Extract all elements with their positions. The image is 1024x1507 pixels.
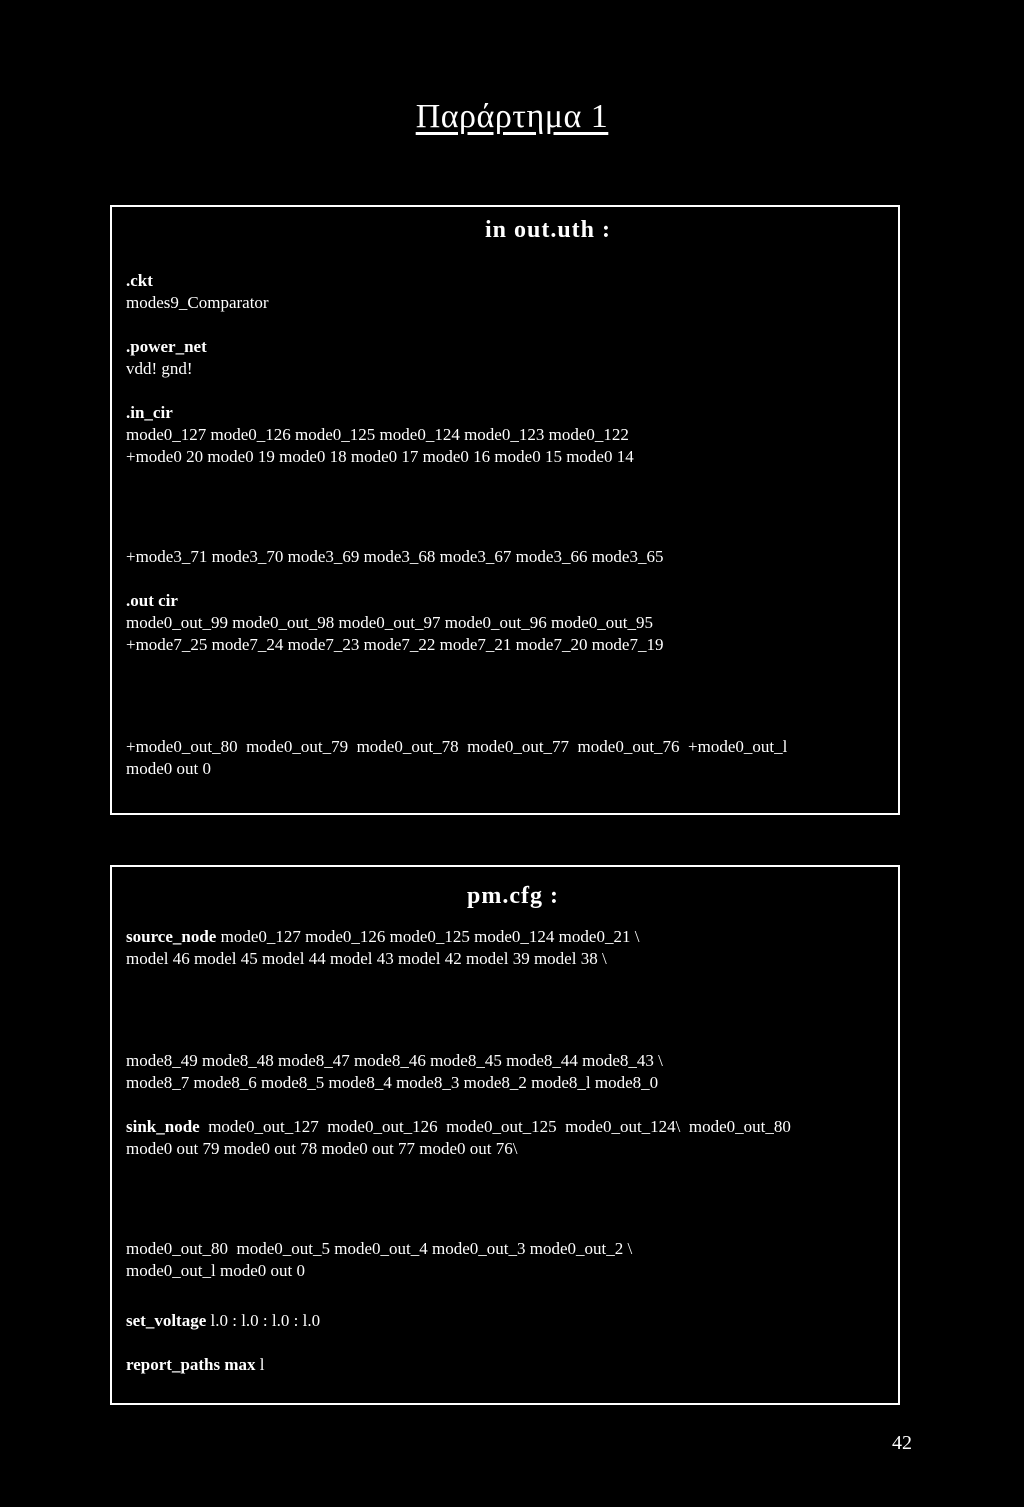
sink-node-line: mode0_out_l mode0 out 0 bbox=[126, 1261, 305, 1280]
page-number: 42 bbox=[892, 1432, 912, 1454]
in-cir-label: .in_cir bbox=[126, 403, 173, 422]
source-node-line: mode8_49 mode8_48 mode8_47 mode8_46 mode8_45 mode8_44 mode8_43 \ bbox=[126, 1051, 663, 1070]
out-cir-line: +mode7_25 mode7_24 mode7_23 mode7_22 mode7_21 mode7_20 mode7_19 bbox=[126, 635, 664, 654]
sink-node-line: mode0 out 79 mode0 out 78 mode0 out 77 mode0 out 76\ bbox=[126, 1139, 518, 1158]
set-voltage-keyword: set_voltage bbox=[126, 1311, 207, 1330]
set-voltage-line bbox=[126, 1311, 320, 1331]
power-net-value: vdd! gnd! bbox=[126, 359, 193, 378]
out-cir-line: +mode0_out_80 mode0_out_79 mode0_out_78 mode0_out_77 mode0_out_76 +mode0_out_l bbox=[126, 737, 788, 756]
out-cir-label: .out cir bbox=[126, 591, 178, 610]
source-node-line: model 46 model 45 model 44 model 43 model 42 model 39 model 38 \ bbox=[126, 949, 607, 968]
uth-file-heading: in out.uth : bbox=[484, 217, 612, 243]
report-paths-keyword: report_paths max bbox=[126, 1355, 256, 1374]
out-cir-line: mode0_out_99 mode0_out_98 mode0_out_97 mode0_out_96 mode0_out_95 bbox=[126, 613, 653, 632]
in-cir-line: +mode3_71 mode3_70 mode3_69 mode3_68 mode3_67 mode3_66 mode3_65 bbox=[126, 547, 664, 566]
out-cir-line: mode0 out 0 bbox=[126, 759, 211, 778]
power-net-label: .power_net bbox=[126, 337, 207, 356]
source-node-values: mode0_127 mode0_126 mode0_125 mode0_124 mode0_21 \ bbox=[216, 927, 640, 946]
ckt-label: .ckt bbox=[126, 271, 153, 290]
sink-node-values: mode0_out_127 mode0_out_126 mode0_out_125 mode0_out_124\ mode0_out_80 bbox=[199, 1117, 791, 1136]
report-paths-value: l bbox=[255, 1355, 265, 1374]
cfg-file-heading: pm.cfg : bbox=[467, 883, 559, 909]
report-paths-line bbox=[126, 1355, 265, 1375]
source-node-line bbox=[126, 927, 639, 947]
sink-node-line bbox=[126, 1117, 791, 1137]
ckt-value: modes9_Comparator bbox=[126, 293, 269, 312]
cfg-file-box bbox=[110, 865, 900, 1405]
sink-node-keyword: sink_node bbox=[126, 1117, 200, 1136]
sink-node-line: mode0_out_80 mode0_out_5 mode0_out_4 mode0_out_3 mode0_out_2 \ bbox=[126, 1239, 633, 1258]
source-node-keyword: source_node bbox=[126, 927, 217, 946]
page-title: Παράρτημα 1 bbox=[415, 98, 609, 135]
in-cir-line: mode0_127 mode0_126 mode0_125 mode0_124 mode0_123 mode0_122 bbox=[126, 425, 629, 444]
uth-file-box bbox=[110, 205, 900, 815]
in-cir-line: +mode0 20 mode0 19 mode0 18 mode0 17 mode0 16 mode0 15 mode0 14 bbox=[126, 447, 634, 466]
source-node-line: mode8_7 mode8_6 mode8_5 mode8_4 mode8_3 mode8_2 mode8_l mode8_0 bbox=[126, 1073, 659, 1092]
set-voltage-value: l.0 : l.0 : l.0 : l.0 bbox=[206, 1311, 321, 1330]
